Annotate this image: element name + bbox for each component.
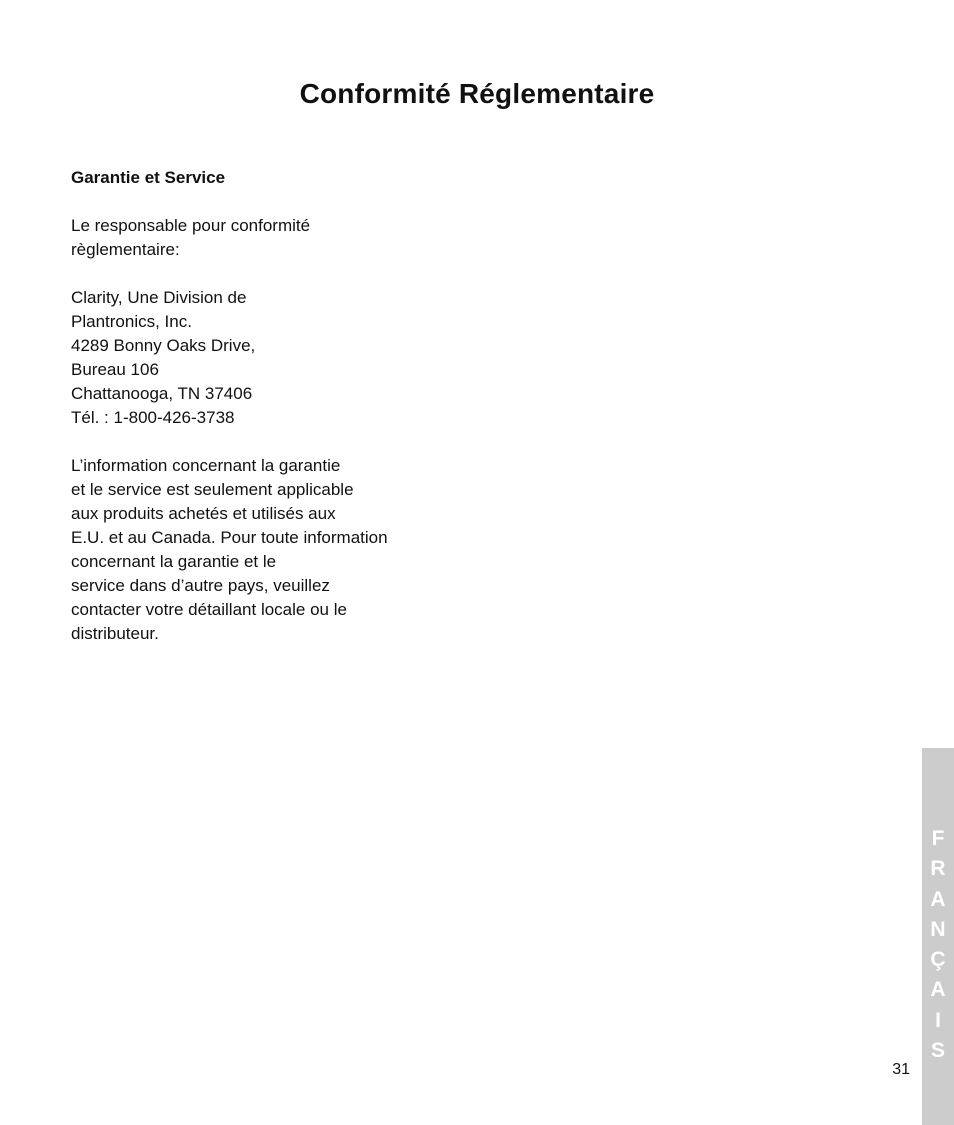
- tab-letter: N: [930, 917, 946, 941]
- warranty-section: [71, 166, 451, 670]
- phone-line: Tél. : 1-800-426-3738: [71, 408, 235, 427]
- tab-letter: S: [930, 1039, 945, 1063]
- text-line: E.U. et au Canada. Pour toute information: [71, 528, 388, 547]
- text-line: aux produits achetés et utilisés aux: [71, 504, 336, 523]
- language-tab-label: [922, 824, 954, 1066]
- tab-letter: I: [935, 1008, 941, 1032]
- tab-letter: A: [930, 978, 946, 1002]
- tab-letter: R: [930, 857, 946, 881]
- page-number: 31: [892, 1061, 910, 1078]
- warranty-info-paragraph: [71, 454, 451, 646]
- text-line: L’information concernant la garantie: [71, 456, 341, 475]
- address-line: Chattanooga, TN 37406: [71, 384, 253, 403]
- responsible-party-paragraph: [71, 214, 451, 262]
- address-line: Plantronics, Inc.: [71, 312, 192, 331]
- text-line: concernant la garantie et le: [71, 552, 277, 571]
- text-line: service dans d’autre pays, veuillez: [71, 576, 330, 595]
- address-block: [71, 286, 451, 430]
- page-title: Conformité Réglementaire: [299, 78, 655, 109]
- tab-letter: A: [930, 887, 946, 911]
- language-tab: [922, 748, 954, 1125]
- text-line: et le service est seulement applicable: [71, 480, 354, 499]
- section-heading: Garantie et Service: [71, 168, 226, 187]
- text-line: Le responsable pour conformité: [71, 216, 311, 235]
- text-line: contacter votre détaillant locale ou le: [71, 600, 347, 619]
- address-line: Clarity, Une Division de: [71, 288, 247, 307]
- address-line: Bureau 106: [71, 360, 159, 379]
- text-line: règlementaire:: [71, 240, 180, 259]
- tab-letter: F: [931, 827, 945, 850]
- tab-letter: Ç: [930, 948, 946, 972]
- text-line: distributeur.: [71, 624, 159, 643]
- address-line: 4289 Bonny Oaks Drive,: [71, 336, 256, 355]
